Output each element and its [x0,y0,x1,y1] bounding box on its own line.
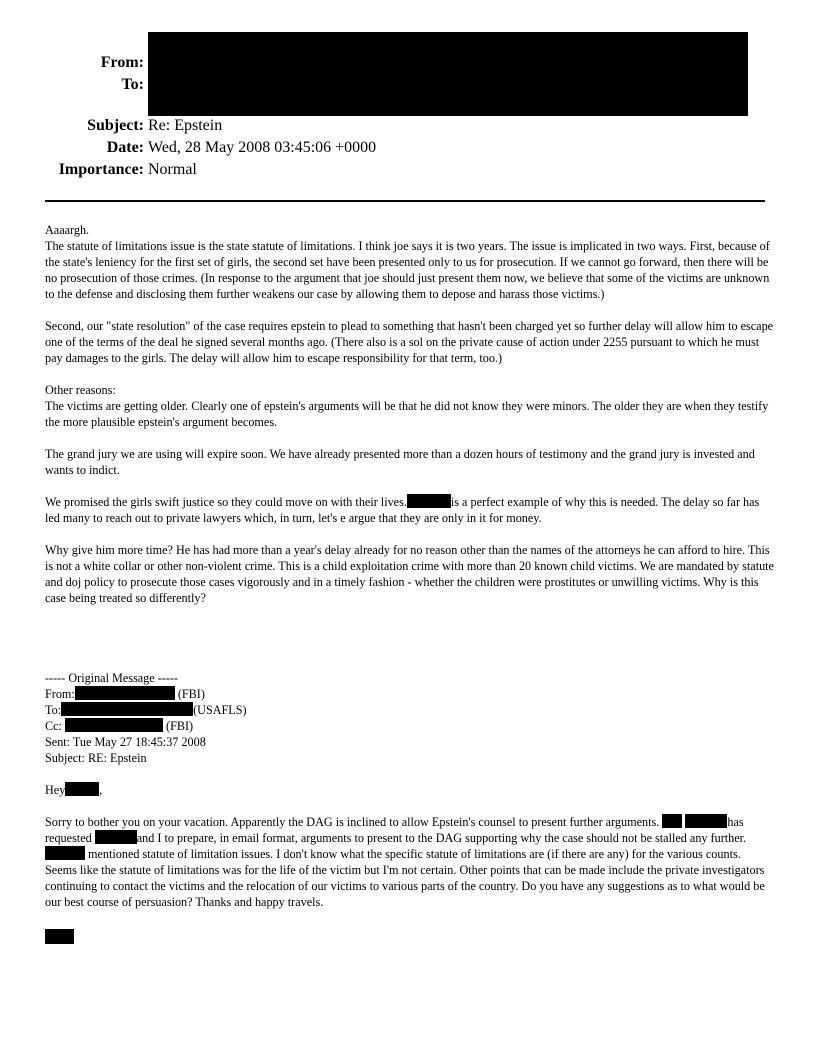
greeting-comma: , [99,783,103,797]
redaction [75,686,175,700]
redaction [65,782,99,796]
from-field-label: From: [45,687,75,701]
original-from [45,686,775,702]
spacer [45,622,775,670]
body-paragraph: Second, our "state resolution" of the case requires epstein to plead to something that hasn't been charged yet so further delay will allow him to escape one of the terms of the deal he signed several months ago. (There also is a sol on the private cause of action under 2255 pursuant to which he must pay damages to the girls. The delay will allow him to escape responsibility for that term, too.) [45,319,774,365]
exclamation: Aaaargh. [45,223,90,237]
original-divider: ----- Original Message ----- [45,671,178,685]
body-paragraph: The grand jury we are using will expire soon. We have already presented more than a dozen hours of testimony and the grand jury is invested and wants to indict. [45,447,755,477]
redaction [61,702,193,716]
subject-value: Re: Epstein [148,117,223,134]
promise-text: We promised the girls swift justice so they could move on with their lives. [45,495,407,509]
importance-label: Importance: [58,161,144,178]
original-sent: Sent: Tue May 27 18:45:37 2008 [45,735,206,749]
msg-text: and I to prepare, in email format, arguments to present to the DAG supporting why the case should not be stalled any further. [136,831,747,845]
redaction [685,814,727,828]
victims-older-text: The victims are getting older. Clearly one of epstein's arguments will be that he did not know they were minors. The older they are when they testify the more plausible epstein's argument becomes. [45,399,769,429]
body-paragraph: Why give him more time? He has had more than a year's delay already for no reason other than the names of the attorneys he can afford to hire. This is not a white collar or other non-violent crime. This is a child exploitation crime with more than 20 known child victims. We are mandated by statute and doj policy to prosecute those cases vigorously and in a timely fashion - whether the children were prostitutes or unwilling victims. Why is this case being treated so differently? [45,543,774,605]
subject-label: Subject: [87,117,144,134]
to-label: To: [121,76,144,93]
cc-field-suffix: (FBI) [162,719,194,733]
to-field-label: To: [45,703,62,717]
date-label: Date: [106,139,144,156]
original-to [45,702,775,718]
other-reasons-heading: Other reasons: [45,383,116,397]
from-field-suffix: (FBI) [174,687,205,701]
importance-value: Normal [148,161,197,178]
from-label: From: [100,54,144,71]
msg-text: Sorry to bother you on your vacation. Apparently the DAG is inclined to allow Epstein's counsel to present further arguments. [45,815,663,829]
email-body [45,222,775,910]
msg-text: has requested [45,815,744,845]
original-cc [45,718,775,734]
date-value: Wed, 28 May 2008 03:45:06 +0000 [148,139,377,156]
to-field-suffix: (USAFLS) [193,703,247,717]
statute-paragraph: The statute of limitations issue is the state statute of limitations. I think joe says it is two years. The issue is implicated in two ways. First, because of the state's leniency for the first set of girls, the second set have been presented only to us for prosecution. If we cannot go forward, then there will be no prosecution of those crimes. (In response to the argument that joe should just present them now, we believe that some of the victims are unknown to the defense and disclosing them further weakens our case by allowing them to depose and harass those victims.) [45,239,770,301]
redaction [662,814,682,828]
msg-text: mentioned statute of limitation issues. I don't know what the specific statute of limitations are (if there are any) for the various counts. Seems like the statute of limitations was for the life of the victim but I'm not certain. Other points that can be made include the private investigators continuing to contact the victims and the relocation of our victims to various parts of the country. Do you have any suggestions as to what would be our best course of persuasion? Thanks and happy travels. [45,847,765,909]
redaction [45,846,85,860]
original-message [45,670,775,910]
cc-field-label: Cc: [45,719,65,733]
redaction [95,830,137,844]
redaction [407,494,451,508]
header-redaction [148,32,748,116]
example-text: is a perfect example of why this is needed. The delay so far has led many to reach out to private lawyers which, in turn, let's e argue that they are only in it for money. [45,495,760,525]
original-body [45,814,775,910]
body-paragraph [45,494,775,526]
body-paragraph [45,382,775,430]
greeting [45,782,775,798]
original-subject: Subject: RE: Epstein [45,751,147,765]
spacer [45,798,775,814]
header-divider [45,200,765,202]
spacer [45,766,775,782]
redaction [65,718,163,732]
body-paragraph [45,222,775,302]
greeting-text: Hey [45,783,66,797]
signature-redaction [45,929,74,944]
